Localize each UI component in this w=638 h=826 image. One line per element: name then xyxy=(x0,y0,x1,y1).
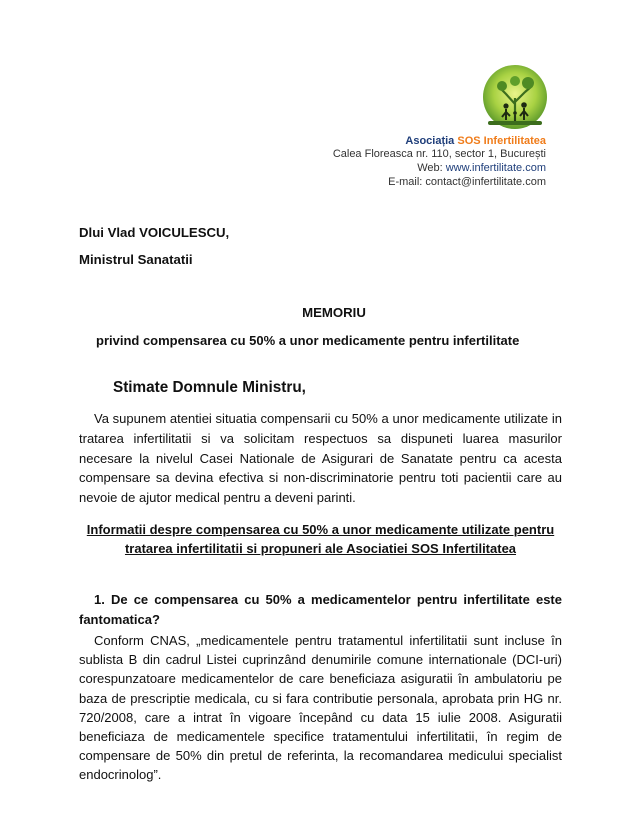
question-heading: 1. De ce compensarea cu 50% a medicamentelor pentru infertilitate este fantomatica? xyxy=(79,592,562,627)
paragraph-cnas: Conform CNAS, „medicamentele pentru tratamentul infertilitatii sunt incluse în sublista B din cadrul Listei cuprinzând denumirile comune internationale (DCI-uri) corespunzatoare medicamentelor de care beneficiaza asiguratii în ambulatoriu pe baza de prescriptie medicala, cu si fara contributie personala, aprobata prin HG nr. 720/2008, care a intrat în vigoare începând cu data 15 iulie 2008. Asiguratii beneficiaza de medicamentele specifice tratamentului infertilitatii, în regim de compensare de 50% din pretul de referinta, la recomandarea medicului specialist endocrinolog”. xyxy=(79,633,562,783)
document-title: MEMORIU xyxy=(302,305,366,320)
document-subtitle: privind compensarea cu 50% a unor medicamente pentru infertilitate xyxy=(96,333,520,348)
family-tree-logo-icon xyxy=(482,64,548,130)
section-heading: Informatii despre compensarea cu 50% a unor medicamente utilizate pentru tratarea infertilitatii si propuneri ale Asociatiei SOS Infertilitatea xyxy=(86,522,555,556)
organization-address: Calea Floreasca nr. 110, sector 1, București xyxy=(332,148,546,160)
organization-name: Asociația SOS Infertilitatea xyxy=(405,135,546,147)
salutation: Stimate Domnule Ministru, xyxy=(113,379,306,396)
paragraph-intro: Va supunem atentiei situatia compensarii cu 50% a unor medicamente utilizate in tratarea infertilitatii si va solicitam respectuos sa dispuneti luarea masurilor necesare la nivelul Casei Nationale de Asigurari de Sanatate pentru ca acesta compensare sa devina efectiva si non-discriminatorie pentru toti pacientii care au nevoie de ajutor medical pentru a deveni parinti. xyxy=(79,411,562,506)
website-link[interactable]: www.infertilitate.com xyxy=(445,162,546,174)
addressee-title: Ministrul Sanatatii xyxy=(79,252,193,267)
addressee-name: Dlui Vlad VOICULESCU, xyxy=(79,225,230,240)
organization-email[interactable]: E-mail: contact@infertilitate.com xyxy=(388,176,546,188)
organization-web: Web: www.infertilitate.com xyxy=(417,162,546,174)
